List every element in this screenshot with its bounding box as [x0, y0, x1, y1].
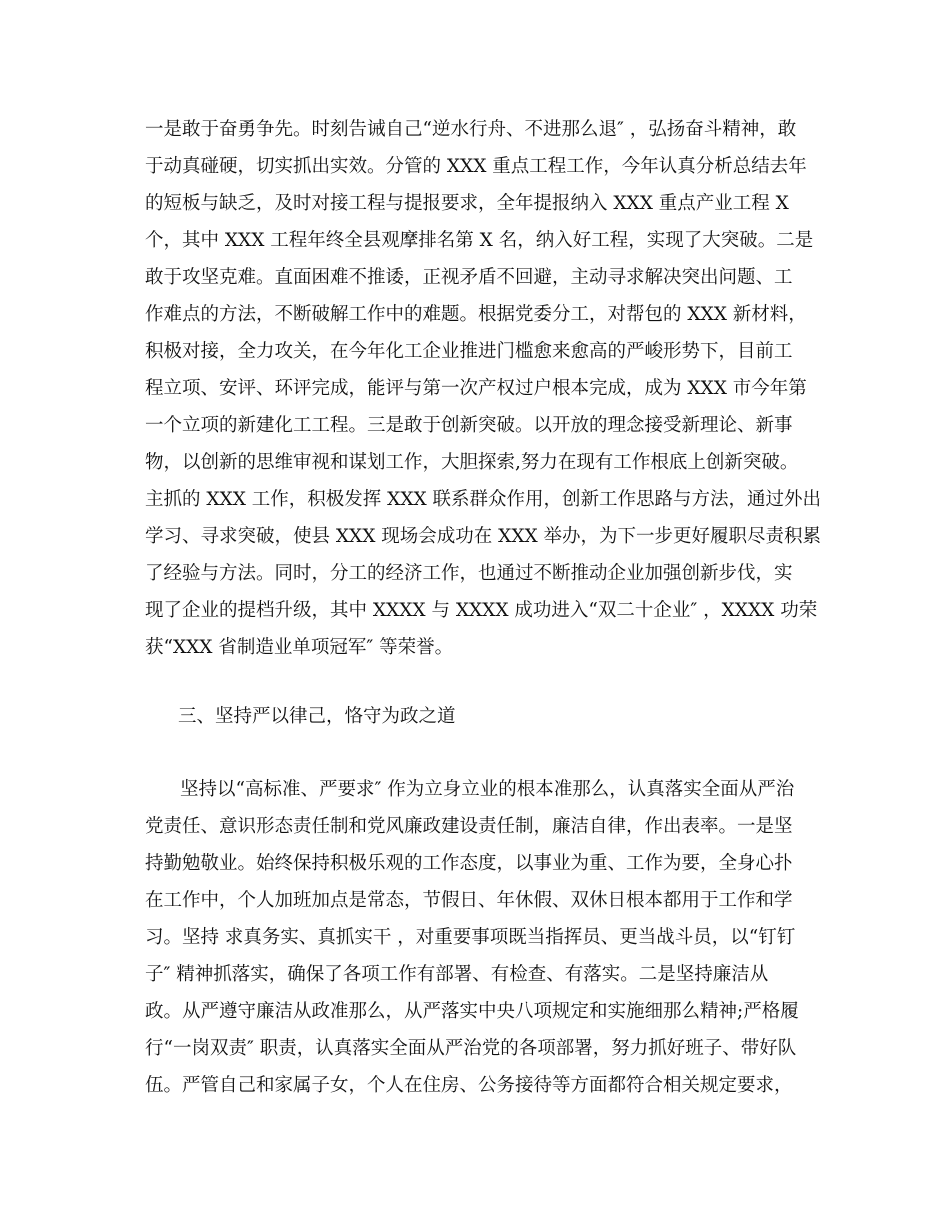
- paragraph-1-line-11: 主抓的 XXX 工作，积极发挥 XXX 联系群众作用，创新工作思路与方法，通过外出: [145, 489, 822, 510]
- paragraph-1-line-4: 个，其中 XXX 工程年终全县观摩排名第 X 名，纳入好工程，实现了大突破。二是: [145, 230, 814, 251]
- paragraph-2-line-7: 政。从严遵守廉洁从政准那么，从严落实中央八项规定和实施细那么精神;严格履: [145, 1001, 799, 1022]
- paragraph-1-line-2: 于动真碰硬，切实抓出实效。分管的 XXX 重点工程工作，今年认真分析总结去年: [145, 156, 807, 177]
- paragraph-1-line-5: 敢于攻坚克难。直面困难不推诿，正视矛盾不回避，主动寻求解决突出问题、工: [145, 267, 793, 288]
- paragraph-1-line-3: 的短板与缺乏，及时对接工程与提报要求，全年提报纳入 XXX 重点产业工程 X: [145, 193, 789, 214]
- paragraph-2-line-1: 坚持以“高标准、严要求″ 作为立身立业的根本准那么，认真落实全面从严治: [180, 779, 795, 800]
- paragraph-1-line-14: 现了企业的提档升级，其中 XXXX 与 XXXX 成功进入“双二十企业″ ，XXXX 功荣: [145, 600, 818, 621]
- paragraph-2-line-9: 伍。严管自己和家属子女，个人在住房、公务接待等方面都符合相关规定要求，: [145, 1075, 793, 1096]
- paragraph-1-line-10: 物，以创新的思维审视和谋划工作，大胆探索,努力在现有工作根底上创新突破。: [145, 452, 799, 473]
- paragraph-2-line-2: 党责任、意识形态责任制和党风廉政建设责任制，廉洁自律，作出表率。一是坚: [145, 816, 793, 837]
- paragraph-2-line-4: 在工作中，个人加班加点是常态，节假日、年休假、双休日根本都用于工作和学: [145, 890, 793, 911]
- paragraph-2-line-5: 习。坚持 求真务实、真抓实干 ，对重要事项既当指挥员、更当战斗员，以“钉钉: [145, 927, 796, 948]
- paragraph-1-line-1: 一是敢于奋勇争先。时刻告诫自己“逆水行舟、不进那么退″ ，弘扬奋斗精神，敢: [145, 119, 797, 140]
- paragraph-2-line-8: 行“一岗双责″ 职责，认真落实全面从严治党的各项部署，努力抓好班子、带好队: [145, 1038, 797, 1059]
- paragraph-1-line-15: 获“XXX 省制造业单项冠军″ 等荣誉。: [145, 637, 454, 658]
- paragraph-1-line-9: 一个立项的新建化工工程。三是敢于创新突破。以开放的理念接受新理论、新事: [145, 415, 793, 436]
- paragraph-2-line-3: 持勤勉敬业。始终保持积极乐观的工作态度，以事业为重、工作为要，全身心扑: [145, 853, 793, 874]
- paragraph-1-line-13: 了经验与方法。同时，分工的经济工作，也通过不断推动企业加强创新步伐，实: [145, 563, 793, 584]
- section-heading: 三、坚持严以律己，恪守为政之道: [178, 706, 456, 727]
- paragraph-1-line-8: 程立项、安评、环评完成，能评与第一次产权过户根本完成，成为 XXX 市今年第: [145, 378, 807, 399]
- paragraph-2-line-6: 子″ 精神抓落实，确保了各项工作有部署、有检查、有落实。二是坚持廉洁从: [145, 964, 769, 985]
- paragraph-1-line-6: 作难点的方法，不断破解工作中的难题。根据党委分工，对帮包的 XXX 新材料，: [145, 304, 807, 325]
- paragraph-1-line-12: 学习、寻求突破，使县 XXX 现场会成功在 XXX 举办，为下一步更好履职尽责积累: [145, 526, 822, 547]
- paragraph-1-line-7: 积极对接，全力攻关，在今年化工企业推进门槛愈来愈高的严峻形势下，目前工: [145, 341, 793, 362]
